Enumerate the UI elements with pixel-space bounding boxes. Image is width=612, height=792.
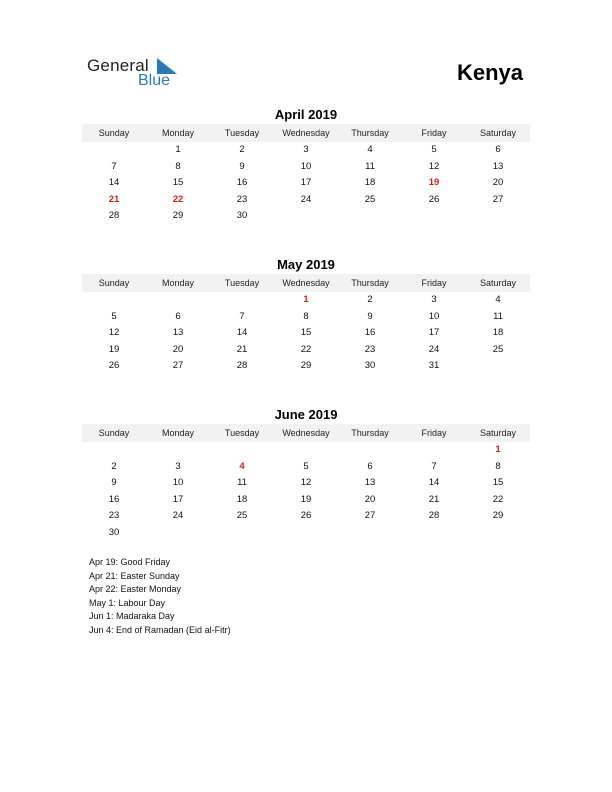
day-cell: 17 bbox=[300, 177, 312, 188]
weekday-tuesday: Tuesday bbox=[224, 128, 260, 138]
empty-day-cell bbox=[466, 525, 530, 542]
day-cell: 24 bbox=[300, 193, 312, 205]
week-row bbox=[82, 342, 530, 359]
empty-day-cell bbox=[210, 442, 274, 459]
month-title: April 2019 bbox=[274, 107, 338, 122]
day-cell: 3 bbox=[431, 294, 437, 305]
empty-day-cell bbox=[146, 442, 210, 459]
holiday-list bbox=[89, 556, 231, 638]
day-cell: 22 bbox=[300, 343, 312, 355]
day-cell: 16 bbox=[364, 327, 376, 338]
weekday-friday: Friday bbox=[421, 428, 447, 438]
week-row bbox=[82, 475, 530, 492]
day-cell: 25 bbox=[236, 510, 248, 521]
day-cell: 21 bbox=[108, 193, 120, 205]
day-cell: 7 bbox=[431, 460, 437, 472]
holiday-item: Apr 22: Easter Monday bbox=[89, 584, 182, 595]
day-cell: 26 bbox=[300, 510, 312, 521]
day-cell: 9 bbox=[111, 477, 117, 488]
weekday-saturday: Saturday bbox=[479, 428, 517, 438]
day-cell: 12 bbox=[300, 477, 312, 488]
day-cell: 17 bbox=[172, 493, 184, 505]
day-cell: 26 bbox=[428, 193, 440, 205]
month-title: June 2019 bbox=[274, 407, 338, 422]
week-row bbox=[82, 508, 530, 525]
day-cell: 26 bbox=[108, 360, 120, 371]
day-cell: 12 bbox=[428, 160, 440, 172]
day-cell: 20 bbox=[492, 177, 504, 188]
day-cell: 22 bbox=[492, 493, 504, 505]
weekday-sunday: Sunday bbox=[98, 128, 130, 138]
day-cell: 11 bbox=[493, 310, 503, 322]
holiday-item: Jun 1: Madaraka Day bbox=[89, 611, 175, 622]
day-cell: 11 bbox=[237, 477, 247, 488]
weekday-header bbox=[82, 124, 530, 142]
empty-day-cell bbox=[210, 525, 274, 542]
day-cell: 27 bbox=[492, 193, 504, 205]
empty-day-cell bbox=[274, 525, 338, 542]
holiday-item: Apr 21: Easter Sunday bbox=[89, 570, 180, 581]
empty-day-cell bbox=[338, 208, 402, 225]
day-cell: 28 bbox=[428, 510, 440, 521]
day-cell: 20 bbox=[172, 343, 184, 355]
day-cell: 13 bbox=[172, 327, 184, 338]
generalblue-logo bbox=[87, 56, 207, 92]
day-cell: 5 bbox=[111, 310, 117, 322]
day-cell: 1 bbox=[495, 444, 501, 455]
week-row bbox=[82, 208, 530, 225]
logo-general-text: General bbox=[87, 56, 149, 75]
holiday-item: Apr 19: Good Friday bbox=[89, 557, 171, 567]
day-cell: 18 bbox=[364, 177, 376, 188]
day-cell: 14 bbox=[236, 327, 248, 338]
week-row bbox=[82, 325, 530, 342]
day-cell: 24 bbox=[428, 343, 440, 355]
empty-day-cell bbox=[338, 442, 402, 459]
day-cell: 9 bbox=[367, 310, 373, 322]
day-cell: 20 bbox=[364, 493, 376, 505]
day-cell: 5 bbox=[303, 460, 309, 472]
weekday-friday: Friday bbox=[421, 278, 447, 288]
day-cell: 6 bbox=[175, 310, 181, 322]
empty-day-cell bbox=[146, 292, 210, 309]
weekday-sunday: Sunday bbox=[98, 428, 130, 438]
day-cell: 1 bbox=[175, 144, 181, 155]
day-cell: 27 bbox=[172, 360, 184, 371]
month-april bbox=[82, 106, 530, 225]
week-row bbox=[82, 159, 530, 176]
day-cell: 10 bbox=[300, 160, 312, 172]
weekday-monday: Monday bbox=[161, 128, 195, 138]
empty-day-cell bbox=[402, 208, 466, 225]
logo-blue-text: Blue bbox=[138, 72, 171, 89]
week-row bbox=[82, 142, 530, 159]
empty-day-cell bbox=[210, 292, 274, 309]
holiday-item: May 1: Labour Day bbox=[89, 597, 166, 608]
month-may bbox=[82, 256, 530, 375]
day-cell: 25 bbox=[364, 193, 376, 205]
weekday-sunday: Sunday bbox=[98, 278, 130, 288]
day-cell: 22 bbox=[172, 193, 184, 205]
month-title: May 2019 bbox=[277, 257, 335, 272]
day-cell: 15 bbox=[300, 327, 312, 338]
day-cell: 19 bbox=[300, 493, 312, 505]
weekday-header bbox=[82, 274, 530, 292]
weekday-wednesday: Wednesday bbox=[282, 278, 330, 288]
week-row bbox=[82, 459, 530, 476]
day-cell: 3 bbox=[175, 460, 181, 472]
day-cell: 15 bbox=[492, 477, 504, 488]
day-cell: 31 bbox=[428, 360, 440, 371]
day-cell: 23 bbox=[108, 510, 120, 521]
day-cell: 10 bbox=[172, 477, 184, 488]
day-cell: 14 bbox=[428, 477, 440, 488]
day-cell: 4 bbox=[495, 294, 501, 305]
day-cell: 24 bbox=[172, 510, 184, 521]
empty-day-cell bbox=[274, 208, 338, 225]
day-cell: 29 bbox=[300, 360, 312, 371]
week-row bbox=[82, 175, 530, 192]
weekday-friday: Friday bbox=[421, 128, 447, 138]
weekday-header bbox=[82, 424, 530, 442]
day-cell: 25 bbox=[492, 343, 504, 355]
day-cell: 17 bbox=[428, 327, 440, 338]
day-cell: 14 bbox=[108, 177, 120, 188]
day-cell: 10 bbox=[428, 310, 440, 322]
day-cell: 18 bbox=[236, 493, 248, 505]
day-cell: 30 bbox=[236, 210, 248, 221]
day-cell: 9 bbox=[239, 160, 245, 172]
day-cell: 6 bbox=[367, 460, 373, 472]
empty-day-cell bbox=[82, 142, 146, 159]
day-cell: 21 bbox=[428, 493, 440, 505]
weekday-monday: Monday bbox=[161, 278, 195, 288]
week-row bbox=[82, 292, 530, 309]
weekday-thursday: Thursday bbox=[351, 428, 389, 438]
day-cell: 21 bbox=[236, 343, 248, 355]
empty-day-cell bbox=[82, 292, 146, 309]
day-cell: 28 bbox=[108, 210, 120, 221]
day-cell: 29 bbox=[492, 510, 504, 521]
day-cell: 6 bbox=[495, 144, 501, 155]
day-cell: 1 bbox=[303, 294, 309, 305]
holiday-item: Jun 4: End of Ramadan (Eid al-Fitr) bbox=[89, 624, 231, 635]
day-cell: 23 bbox=[236, 193, 248, 205]
day-cell: 12 bbox=[108, 327, 120, 338]
day-cell: 8 bbox=[175, 160, 181, 172]
week-row bbox=[82, 192, 530, 209]
day-cell: 13 bbox=[492, 160, 504, 172]
day-cell: 8 bbox=[303, 310, 309, 322]
empty-day-cell bbox=[82, 442, 146, 459]
week-row bbox=[82, 309, 530, 326]
empty-day-cell bbox=[402, 442, 466, 459]
day-cell: 28 bbox=[236, 360, 248, 371]
day-cell: 2 bbox=[367, 294, 373, 305]
day-cell: 19 bbox=[108, 343, 120, 355]
week-row bbox=[82, 442, 530, 459]
day-cell: 23 bbox=[364, 343, 376, 355]
day-cell: 5 bbox=[431, 144, 437, 155]
empty-day-cell bbox=[402, 525, 466, 542]
day-cell: 30 bbox=[364, 360, 376, 371]
empty-day-cell bbox=[146, 525, 210, 542]
day-cell: 18 bbox=[492, 327, 504, 338]
weekday-tuesday: Tuesday bbox=[224, 428, 260, 438]
country-title: Kenya bbox=[456, 60, 523, 85]
day-cell: 4 bbox=[239, 460, 245, 472]
day-cell: 30 bbox=[108, 526, 120, 538]
weekday-saturday: Saturday bbox=[479, 128, 517, 138]
day-cell: 16 bbox=[236, 177, 248, 188]
week-row bbox=[82, 492, 530, 509]
empty-day-cell bbox=[338, 525, 402, 542]
day-cell: 4 bbox=[367, 144, 373, 155]
weekday-wednesday: Wednesday bbox=[282, 128, 330, 138]
week-row bbox=[82, 525, 530, 542]
day-cell: 2 bbox=[239, 144, 245, 155]
weekday-monday: Monday bbox=[161, 428, 195, 438]
day-cell: 11 bbox=[365, 160, 375, 172]
day-cell: 29 bbox=[172, 210, 184, 221]
week-row bbox=[82, 358, 530, 375]
empty-day-cell bbox=[466, 358, 530, 375]
day-cell: 13 bbox=[364, 477, 376, 488]
day-cell: 27 bbox=[364, 510, 376, 521]
day-cell: 2 bbox=[111, 460, 117, 472]
month-june bbox=[82, 406, 530, 541]
weekday-tuesday: Tuesday bbox=[224, 278, 260, 288]
weekday-thursday: Thursday bbox=[351, 128, 389, 138]
weekday-saturday: Saturday bbox=[479, 278, 517, 288]
weekday-wednesday: Wednesday bbox=[282, 428, 330, 438]
day-cell: 7 bbox=[239, 310, 245, 322]
day-cell: 3 bbox=[303, 144, 309, 155]
day-cell: 15 bbox=[172, 177, 184, 188]
weekday-thursday: Thursday bbox=[351, 278, 389, 288]
day-cell: 8 bbox=[495, 460, 501, 472]
empty-day-cell bbox=[466, 208, 530, 225]
day-cell: 7 bbox=[111, 160, 117, 172]
day-cell: 16 bbox=[108, 493, 120, 505]
day-cell: 19 bbox=[428, 177, 440, 188]
empty-day-cell bbox=[274, 442, 338, 459]
